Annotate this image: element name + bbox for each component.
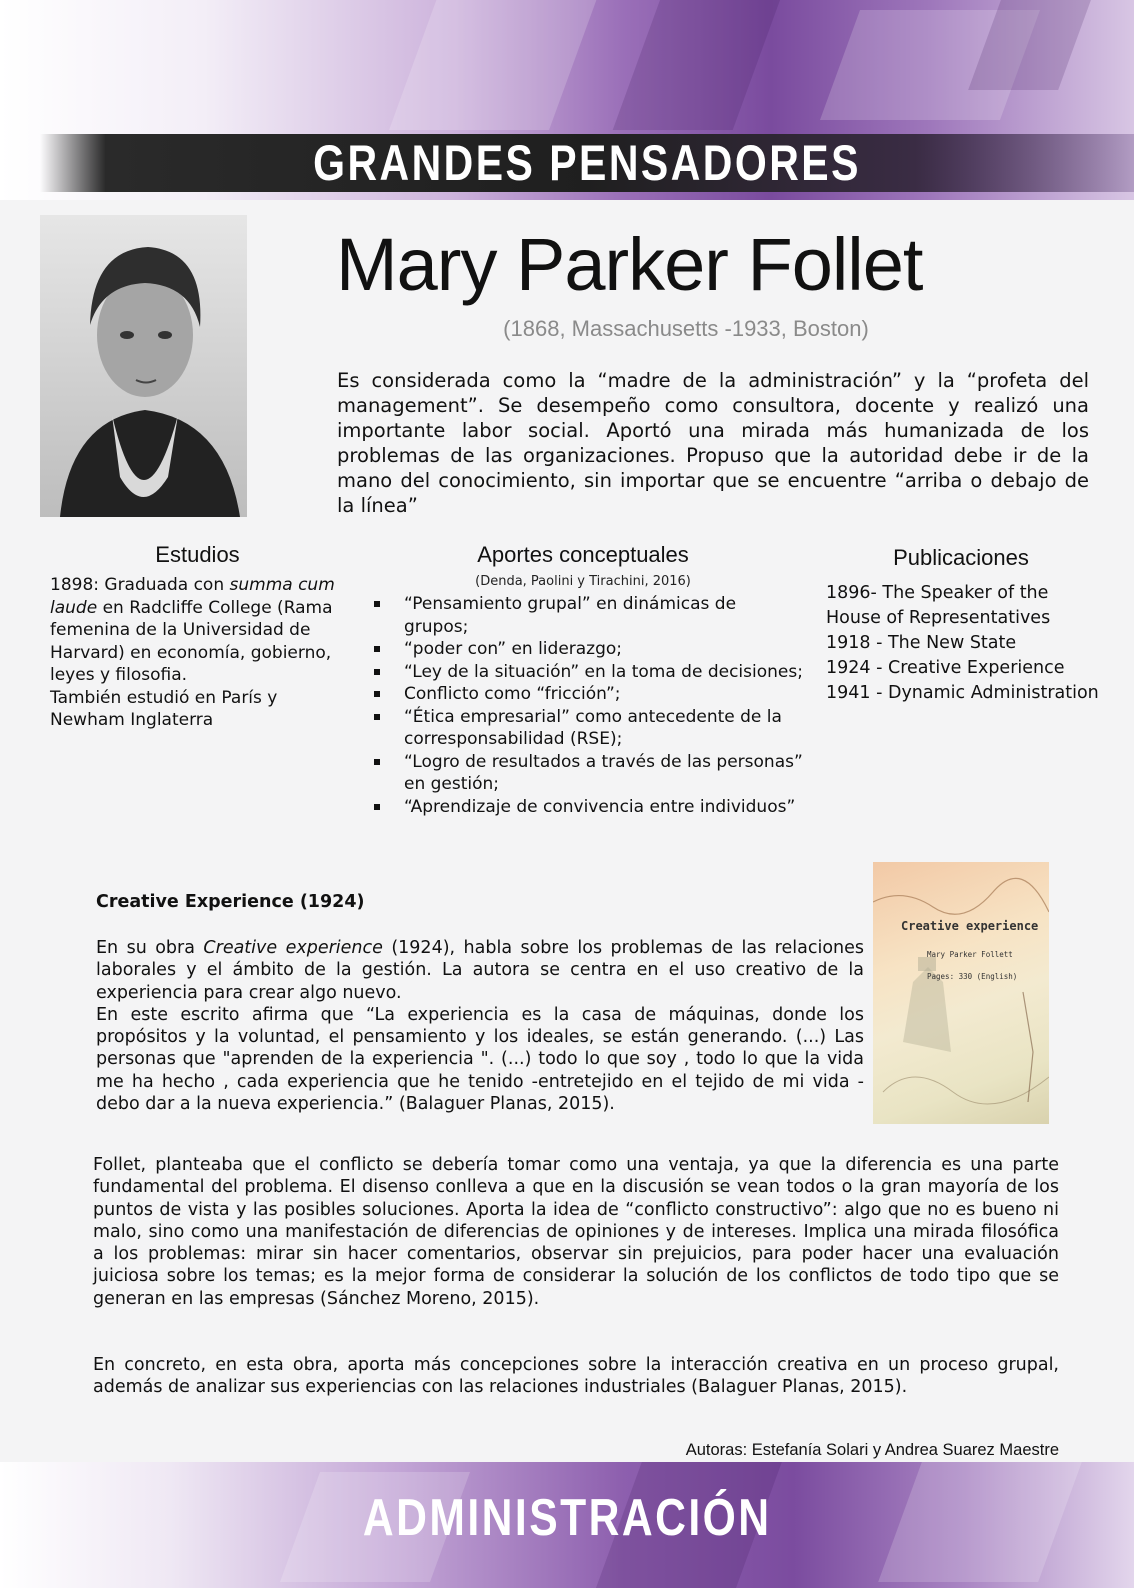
publicaciones-title: Publicaciones bbox=[893, 545, 1029, 570]
book-pages: Pages: 330 (English) bbox=[927, 972, 1018, 981]
publicaciones-list bbox=[826, 581, 1106, 706]
creative-text-part: (1924), habla sobre los problemas de las relaciones laborales y el ámbito de la gestión. La autora se centra en el uso creativo de la experiencia para crear algo nuevo. bbox=[96, 938, 865, 1003]
estudios-text-extra: También estudió en París y Newham Inglaterra bbox=[50, 687, 278, 730]
creative-paragraph bbox=[96, 937, 864, 1115]
bullet-icon bbox=[374, 691, 380, 697]
creative-section-title: Creative Experience (1924) bbox=[96, 892, 365, 912]
list-item-text: “poder con” en liderazgo; bbox=[404, 639, 623, 659]
bullet-icon bbox=[374, 669, 380, 675]
bullet-icon bbox=[374, 714, 380, 720]
bullet-icon bbox=[374, 646, 380, 652]
estudios-title: Estudios bbox=[155, 542, 240, 567]
book-cover-image bbox=[873, 862, 1049, 1124]
list-item-text: Conflicto como “fricción”; bbox=[404, 684, 621, 704]
list-item bbox=[374, 683, 804, 706]
bullet-icon bbox=[374, 601, 380, 607]
aportes-citation: (Denda, Paolini y Tirachini, 2016) bbox=[475, 574, 691, 589]
list-item-text: “Logro de resultados a través de las personas” en gestión; bbox=[404, 751, 803, 794]
list-item-text: “Ética empresarial” como antecedente de la corresponsabilidad (RSE); bbox=[404, 706, 782, 749]
authors-credit: Autoras: Estefanía Solari y Andrea Suarez Maestre bbox=[685, 1441, 1059, 1459]
list-item bbox=[374, 661, 804, 684]
list-item bbox=[374, 593, 804, 638]
aportes-list bbox=[374, 593, 804, 818]
estudios-text bbox=[50, 574, 350, 732]
creative-italic: Creative experience bbox=[203, 938, 383, 958]
intro-paragraph: Es considerada como la “madre de la administración” y la “profeta del management”. Se desempeño como consultora, docente y realizó una importante labor social. Aportó una mirada más humanizada de los problemas de las organizaciones. Propuso que la autoridad debe ir de la mano del conocimiento, sin importar que se encuentre “arriba o debajo de la línea” bbox=[337, 369, 1089, 517]
aportes-title: Aportes conceptuales bbox=[477, 542, 689, 567]
list-item: 1918 - The New State bbox=[826, 633, 1017, 653]
list-item: 1896- The Speaker of the House of Representatives bbox=[826, 583, 1051, 628]
bullet-icon bbox=[374, 759, 380, 765]
footer-banner-text: ADMINISTRACIÓN bbox=[362, 1489, 772, 1547]
creative-quote: En este escrito afirma que “La experiencia es la casa de máquinas, donde los propósitos y la voluntad, el pensamiento y los ideales, se están generando. (...) Las personas que "aprenden de la experiencia ". (...) todo lo que soy , todo lo que la vida me ha hecho , cada experiencia que he tenido -entretejido en el tejido de mi vida -debo dar a la nueva experiencia.” (Balaguer Planas, 2015). bbox=[96, 1004, 864, 1115]
person-dates: (1868, Massachusetts -1933, Boston) bbox=[503, 316, 869, 341]
list-item bbox=[374, 796, 804, 819]
estudios-text-part: 1898: Graduada con bbox=[50, 575, 230, 595]
footer-banner bbox=[0, 1478, 1134, 1558]
list-item bbox=[374, 706, 804, 751]
header-banner-text: GRANDES PENSADORES bbox=[313, 135, 861, 191]
list-item: 1924 - Creative Experience bbox=[826, 658, 1065, 678]
bullet-icon bbox=[374, 804, 380, 810]
creative-text-part: En su obra bbox=[96, 938, 204, 958]
estudios-italic: summa cum laude bbox=[50, 575, 335, 618]
list-item bbox=[374, 751, 804, 796]
book-author: Mary Parker Follett bbox=[927, 950, 1013, 959]
book-title: Creative experience bbox=[901, 919, 1039, 933]
list-item-text: “Pensamiento grupal” en dinámicas de grupos; bbox=[404, 594, 737, 637]
list-item: 1941 - Dynamic Administration bbox=[826, 683, 1099, 703]
portrait-photo bbox=[40, 215, 247, 517]
conclusion-paragraph: En concreto, en esta obra, aporta más concepciones sobre la interacción creativa en un proceso grupal, además de analizar sus experiencias con las relaciones industriales (Balaguer Planas, 2015). bbox=[93, 1355, 1059, 1398]
estudios-text-part: en Radcliffe College (Rama femenina de la Universidad de Harvard) en economía, gobierno, leyes y filosofia. bbox=[50, 597, 333, 685]
person-name: Mary Parker Follet bbox=[336, 223, 923, 306]
header-banner bbox=[40, 134, 1134, 192]
list-item bbox=[374, 638, 804, 661]
list-item-text: “Aprendizaje de convivencia entre individuos” bbox=[404, 796, 796, 817]
conflict-paragraph: Follet, planteaba que el conflicto se debería tomar como una ventaja, ya que la diferencia es una parte fundamental del problema. El disenso conlleva a que en la discusión se vean todos o la gran mayoría de los puntos de vista y las posibles soluciones. Aporta la idea de “conflicto constructivo”: algo que no es bueno ni malo, sino como una manifestación de diferencias de opiniones y de intereses. Implica una mirada filosófica a los problemas: mirar sin hacer comentarios, observar sin prejuicios, para poder hacer una evaluación juiciosa sobre los temas; es la mejor forma de considerar la solución de los conflictos de todo tipo que se generan en las empresas (Sánchez Moreno, 2015). bbox=[93, 1155, 1059, 1309]
list-item-text: “Ley de la situación” en la toma de decisiones; bbox=[404, 661, 803, 682]
